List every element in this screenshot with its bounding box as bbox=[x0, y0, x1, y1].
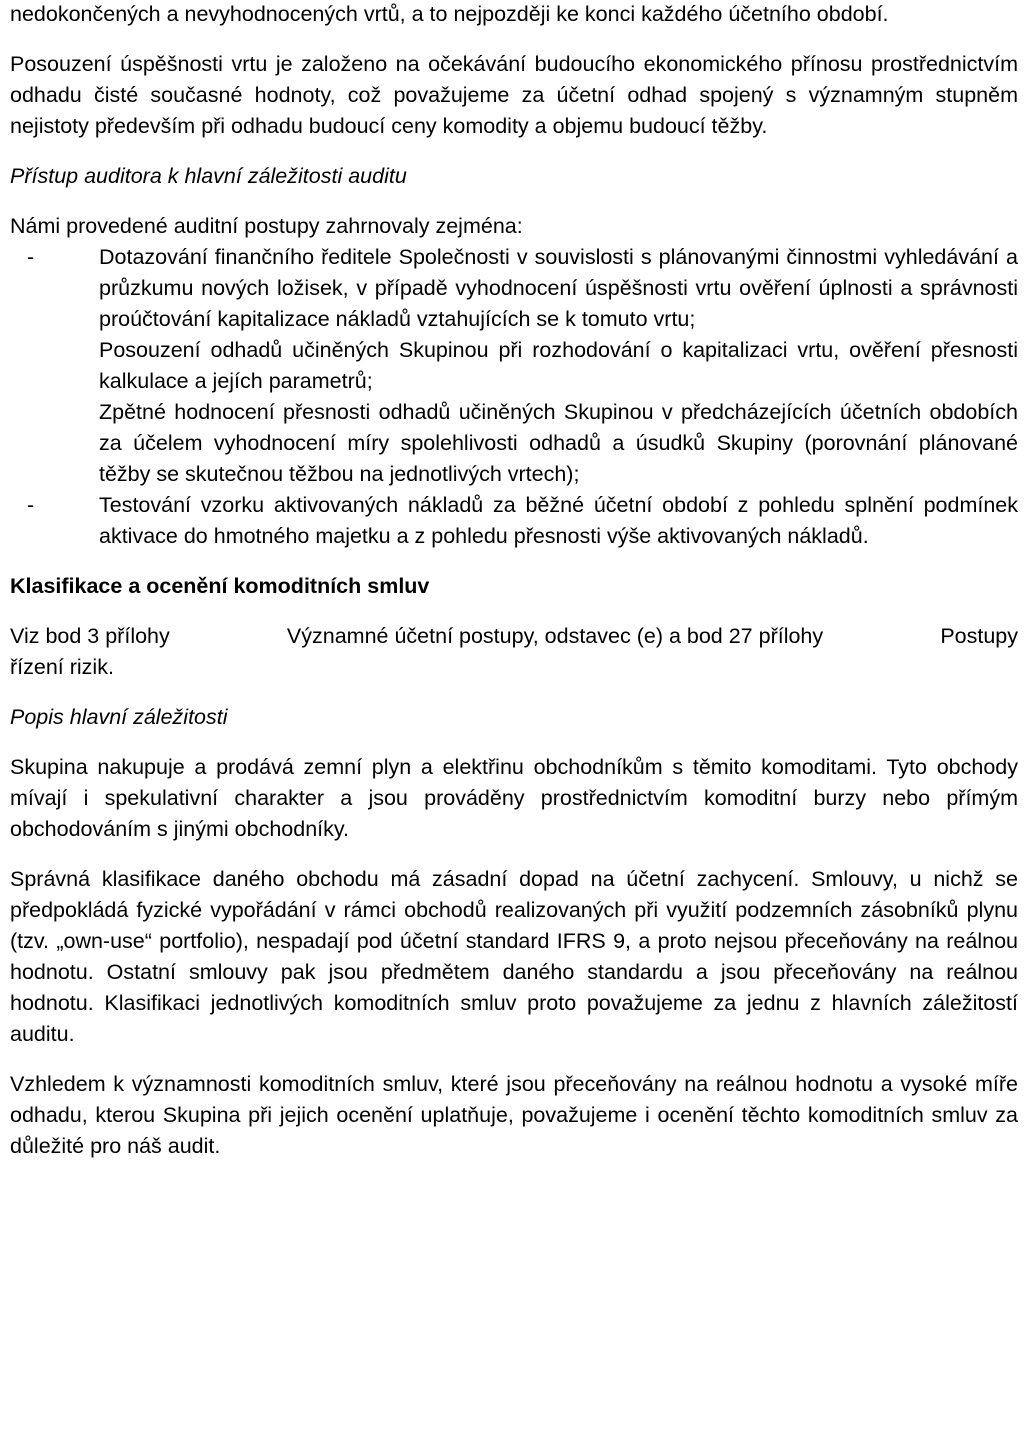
reference-note bbox=[10, 621, 1018, 683]
paragraph-assessment: Posouzení úspěšnosti vrtu je založeno na očekávání budoucího ekonomického přínosu prostřednictvím odhadu čisté současné hodnoty, což považujeme za účetní odhad spojený s významným stupněm nejistoty především při odhadu budoucí ceny komodity a objemu budoucí těžby. bbox=[10, 52, 1018, 138]
list-item bbox=[10, 335, 1018, 397]
reference-part-1: Viz bod 3 přílohy bbox=[10, 624, 170, 648]
paragraph-intro-continued: nedokončených a nevyhodnocených vrtů, a to nejpozději ke konci každého účetního období. bbox=[10, 2, 889, 26]
list-item-text: Zpětné hodnocení přesnosti odhadů učiněných Skupinou v předcházejících účetních obdobích za účelem vyhodnocení míry spolehlivosti odhadů a úsudků Skupiny (porovnání plánované těžby se skutečnou těžbou na jednotlivých vrtech); bbox=[99, 400, 1018, 486]
list-item bbox=[10, 242, 1018, 335]
paragraph-procedures-intro: Námi provedené auditní postupy zahrnovaly zejména: bbox=[10, 214, 523, 238]
list-item-text: Dotazování finančního ředitele Společnosti v souvislosti s plánovanými činnostmi vyhledávání a průzkumu nových ložisek, v případě vyhodnocení úspěšnosti vrtu ověření úplnosti a správnosti proúčtování kapitalizace nákladů vztahujících se k tomuto vrtu; bbox=[99, 245, 1018, 331]
document-page bbox=[10, 0, 1018, 1162]
procedures-list bbox=[10, 242, 1018, 552]
reference-part-2: Významné účetní postupy, odstavec (e) a bod 27 přílohy bbox=[286, 624, 824, 648]
list-item bbox=[10, 490, 1018, 552]
list-item-text: Posouzení odhadů učiněných Skupinou při rozhodování o kapitalizaci vrtu, ověření přesnosti kalkulace a jejích parametrů; bbox=[99, 338, 1018, 393]
list-dash: - bbox=[27, 493, 35, 517]
paragraph-significance: Vzhledem k významnosti komoditních smluv, které jsou přeceňovány na reálnou hodnotu a vysoké míře odhadu, kterou Skupina při jejich ocenění uplatňuje, považujeme i ocenění těchto komoditních smluv za důležité pro náš audit. bbox=[10, 1072, 1018, 1158]
reference-part-4: řízení rizik. bbox=[10, 655, 114, 679]
heading-classification: Klasifikace a ocenění komoditních smluv bbox=[10, 574, 430, 598]
heading-description: Popis hlavní záležitosti bbox=[10, 705, 228, 729]
reference-part-3: Postupy bbox=[940, 624, 1018, 648]
paragraph-classification: Správná klasifikace daného obchodu má zásadní dopad na účetní zachycení. Smlouvy, u nichž se předpokládá fyzické vypořádání v rámci obchodů realizovaných při využití podzemních zásobníků plynu (tzv. „own-use“ portfolio), nespadají pod účetní standard IFRS 9, a proto nejsou přeceňovány na reálnou hodnotu. Ostatní smlouvy pak jsou předmětem daného standardu a jsou přeceňovány na reálnou hodnotu. Klasifikaci jednotlivých komoditních smluv proto považujeme za jednu z hlavních záležitostí auditu. bbox=[10, 867, 1018, 1046]
paragraph-group-trades: Skupina nakupuje a prodává zemní plyn a elektřinu obchodníkům s těmito komoditami. Tyto obchody mívají i spekulativní charakter a jsou prováděny prostřednictvím komoditní burzy nebo přímým obchodováním s jinými obchodníky. bbox=[10, 755, 1018, 841]
list-item-text: Testování vzorku aktivovaných nákladů za běžné účetní období z pohledu splnění podmínek aktivace do hmotného majetku a z pohledu přesnosti výše aktivovaných nákladů. bbox=[99, 493, 1018, 548]
heading-auditor-approach: Přístup auditora k hlavní záležitosti auditu bbox=[10, 164, 407, 188]
list-item bbox=[10, 397, 1018, 490]
list-dash: - bbox=[27, 245, 35, 269]
